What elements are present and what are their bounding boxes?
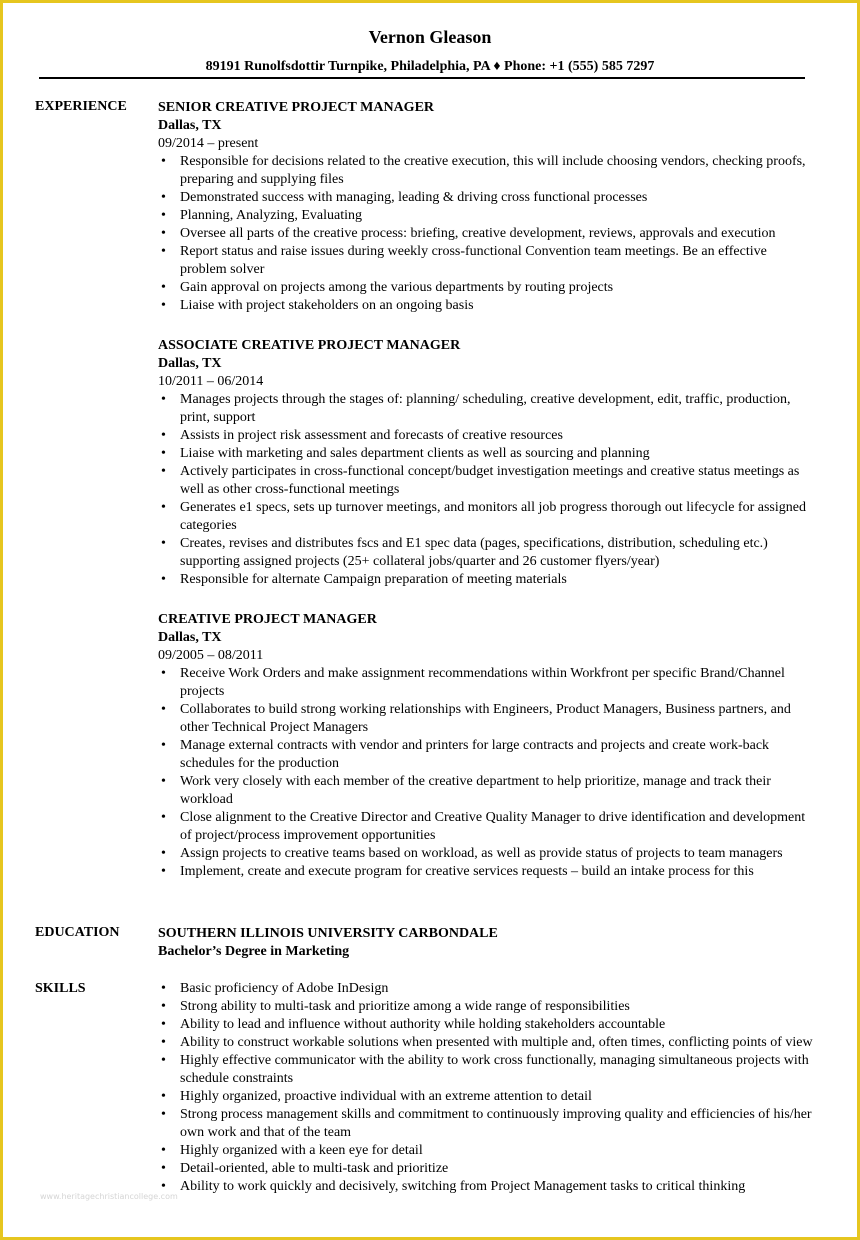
list-item: • Collaborates to build strong working relationships with Engineers, Product Managers, Business partners, and other Technical Project Managers bbox=[158, 701, 813, 737]
list-item: • Highly organized, proactive individual with an extreme attention to detail bbox=[158, 1088, 813, 1106]
section-label-education: EDUCATION bbox=[35, 925, 120, 940]
list-item: • Highly effective communicator with the ability to work cross functionally, managing simultaneous projects with schedule constraints bbox=[158, 1052, 813, 1088]
school-name: SOUTHERN ILLINOIS UNIVERSITY CARBONDALE bbox=[158, 926, 498, 941]
list-item: • Manage external contracts with vendor and printers for large contracts and projects and create work-back schedules for the production bbox=[158, 737, 813, 773]
contact-line: 89191 Runolfsdottir Turnpike, Philadelphia, PA ♦ Phone: +1 (555) 585 7297 bbox=[205, 59, 655, 74]
list-item: • Report status and raise issues during weekly cross-functional Convention team meetings. Be an effective problem solver bbox=[158, 243, 813, 279]
degree: Bachelor’s Degree in Marketing bbox=[158, 944, 350, 959]
list-item: • Basic proficiency of Adobe InDesign bbox=[158, 980, 813, 998]
list-item: • Strong ability to multi-task and prioritize among a wide range of responsibilities bbox=[158, 998, 813, 1016]
job-location: Dallas, TX bbox=[158, 356, 222, 371]
list-item: • Ability to construct workable solutions when presented with multiple and, often times, conflicting points of view bbox=[158, 1034, 813, 1052]
skills-bullets bbox=[158, 980, 813, 1196]
list-item: • Close alignment to the Creative Director and Creative Quality Manager to drive identification and development of project/process improvement opportunities bbox=[158, 809, 813, 845]
list-item: • Generates e1 specs, sets up turnover meetings, and monitors all job progress thorough out lifecycle for assigned categories bbox=[158, 499, 813, 535]
list-item: • Liaise with project stakeholders on an ongoing basis bbox=[158, 297, 813, 315]
job-title: SENIOR CREATIVE PROJECT MANAGER bbox=[158, 100, 435, 115]
list-item: • Manages projects through the stages of: planning/ scheduling, creative development, edit, traffic, production, print, support bbox=[158, 391, 813, 427]
list-item: • Detail-oriented, able to multi-task and prioritize bbox=[158, 1160, 813, 1178]
job-senior-creative-project-manager bbox=[158, 99, 813, 315]
list-item: • Gain approval on projects among the various departments by routing projects bbox=[158, 279, 813, 297]
job-dates: 10/2011 – 06/2014 bbox=[158, 374, 264, 389]
section-label-experience: EXPERIENCE bbox=[35, 99, 127, 114]
job-dates: 09/2014 – present bbox=[158, 136, 259, 151]
list-item: • Highly organized with a keen eye for detail bbox=[158, 1142, 813, 1160]
candidate-name: Vernon Gleason bbox=[368, 27, 492, 47]
education-entry bbox=[158, 925, 813, 961]
list-item: • Actively participates in cross-functional concept/budget investigation meetings and creative status meetings as well as other cross-functional meetings bbox=[158, 463, 813, 499]
list-item: • Liaise with marketing and sales department clients as well as sourcing and planning bbox=[158, 445, 813, 463]
section-label-skills: SKILLS bbox=[35, 981, 86, 996]
list-item: • Responsible for alternate Campaign preparation of meeting materials bbox=[158, 571, 813, 589]
job-creative-project-manager bbox=[158, 611, 813, 881]
job-location: Dallas, TX bbox=[158, 630, 222, 645]
job-bullets bbox=[158, 391, 813, 589]
list-item: • Oversee all parts of the creative process: briefing, creative development, reviews, approvals and execution bbox=[158, 225, 813, 243]
skills-list bbox=[158, 980, 813, 1196]
list-item: • Implement, create and execute program for creative services requests – build an intake process for this bbox=[158, 863, 813, 881]
job-bullets bbox=[158, 665, 813, 881]
list-item: • Responsible for decisions related to the creative execution, this will include choosing vendors, checking proofs, preparing and supplying files bbox=[158, 153, 813, 189]
list-item: • Ability to lead and influence without authority while holding stakeholders accountable bbox=[158, 1016, 813, 1034]
header-divider bbox=[39, 77, 805, 79]
list-item: • Work very closely with each member of the creative department to help prioritize, manage and track their workload bbox=[158, 773, 813, 809]
list-item: • Demonstrated success with managing, leading & driving cross functional processes bbox=[158, 189, 813, 207]
list-item: • Assign projects to creative teams based on workload, as well as provide status of projects to team managers bbox=[158, 845, 813, 863]
job-location: Dallas, TX bbox=[158, 118, 222, 133]
job-bullets bbox=[158, 153, 813, 315]
list-item: • Assists in project risk assessment and forecasts of creative resources bbox=[158, 427, 813, 445]
list-item: • Ability to work quickly and decisively, switching from Project Management tasks to critical thinking bbox=[158, 1178, 813, 1196]
list-item: • Receive Work Orders and make assignment recommendations within Workfront per specific Brand/Channel projects bbox=[158, 665, 813, 701]
job-title: ASSOCIATE CREATIVE PROJECT MANAGER bbox=[158, 338, 461, 353]
list-item: • Planning, Analyzing, Evaluating bbox=[158, 207, 813, 225]
list-item: • Strong process management skills and commitment to continuously improving quality and efficiencies of his/her own work and that of the team bbox=[158, 1106, 813, 1142]
watermark-text: www.heritagechristiancollege.com bbox=[40, 1192, 178, 1201]
job-title: CREATIVE PROJECT MANAGER bbox=[158, 612, 377, 627]
job-associate-creative-project-manager bbox=[158, 337, 813, 589]
list-item: • Creates, revises and distributes fscs and E1 spec data (pages, specifications, distribution, scheduling etc.) supporting assigned projects (25+ collateral jobs/quarter and 26 customer flyers/year) bbox=[158, 535, 813, 571]
job-dates: 09/2005 – 08/2011 bbox=[158, 648, 264, 663]
